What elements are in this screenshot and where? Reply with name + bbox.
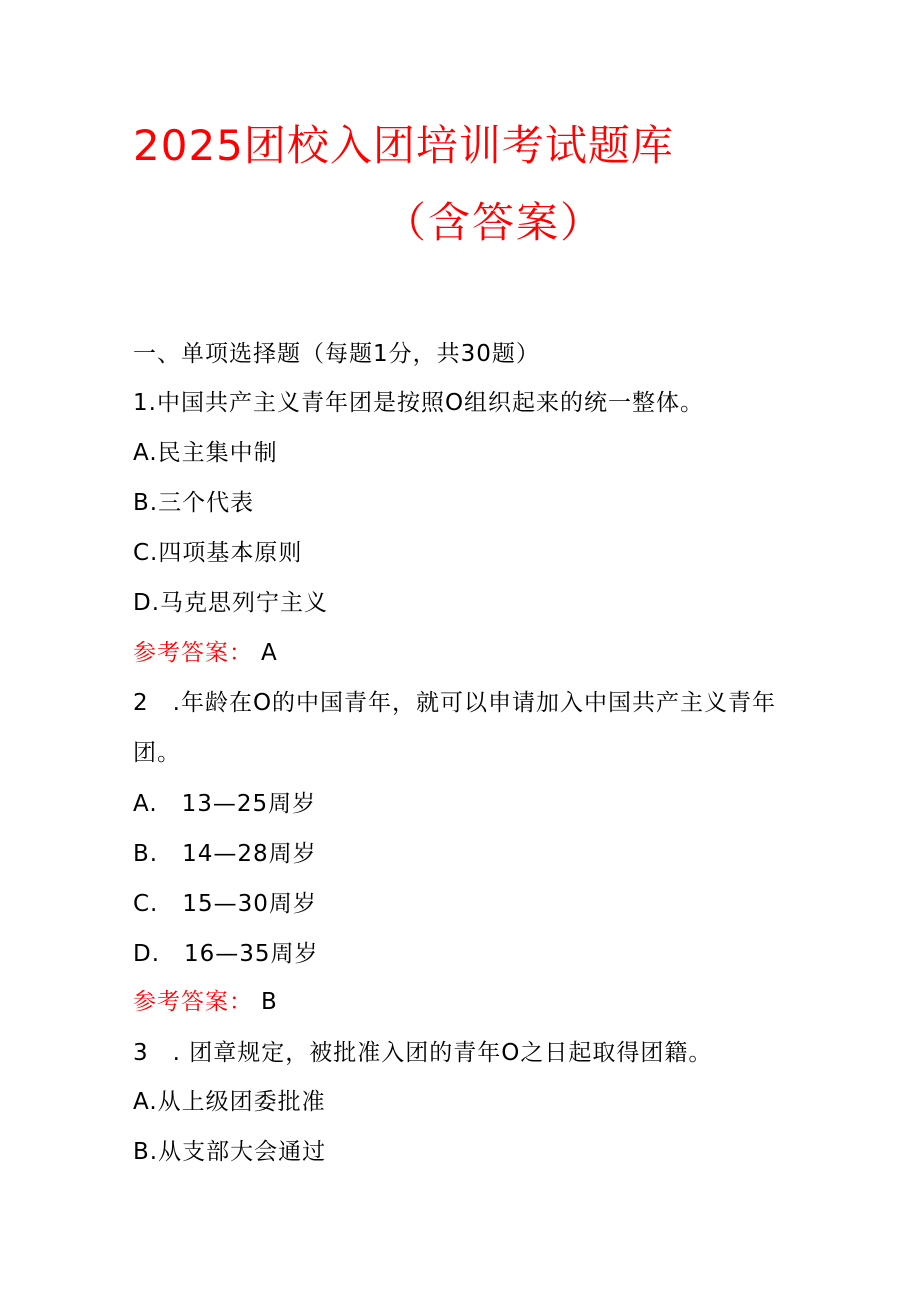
question-2-stem-line2: 团。 [133, 740, 181, 766]
question-2-option-a: A. 13—25周岁 [133, 791, 317, 817]
answer-value: A [261, 640, 278, 666]
question-3-option-a: A.从上级团委批准 [133, 1089, 326, 1115]
question-1-option-d: D.马克思列宁主义 [133, 590, 329, 616]
question-2-option-c: C. 15—30周岁 [133, 891, 317, 917]
document-title-line1: 2025团校入团培训考试题库 [133, 121, 674, 170]
question-2-option-b: B. 14—28周岁 [133, 841, 317, 867]
question-1-stem: 1.中国共产主义青年团是按照O组织起来的统一整体。 [133, 390, 705, 416]
question-1-option-c: C.四项基本原则 [133, 540, 303, 566]
question-3-stem: 3 . 团章规定，被批准入团的青年O之日起取得团籍。 [133, 1040, 713, 1066]
document-title-line2: （含答案） [384, 198, 605, 247]
question-2-answer [133, 985, 278, 1019]
answer-value: B [261, 989, 278, 1015]
question-3-option-b: B.从支部大会通过 [133, 1139, 327, 1165]
question-2-option-d: D. 16—35周岁 [133, 941, 319, 967]
question-1-option-a: A.民主集中制 [133, 440, 278, 466]
answer-label: 参考答案： [133, 989, 253, 1015]
question-2-stem-line1: 2 .年龄在O的中国青年，就可以申请加入中国共产主义青年 [133, 690, 777, 716]
answer-label: 参考答案： [133, 640, 253, 666]
section-heading: 一、单项选择题（每题1分，共30题） [133, 341, 540, 367]
question-1-answer [133, 636, 278, 670]
question-1-option-b: B.三个代表 [133, 490, 255, 516]
